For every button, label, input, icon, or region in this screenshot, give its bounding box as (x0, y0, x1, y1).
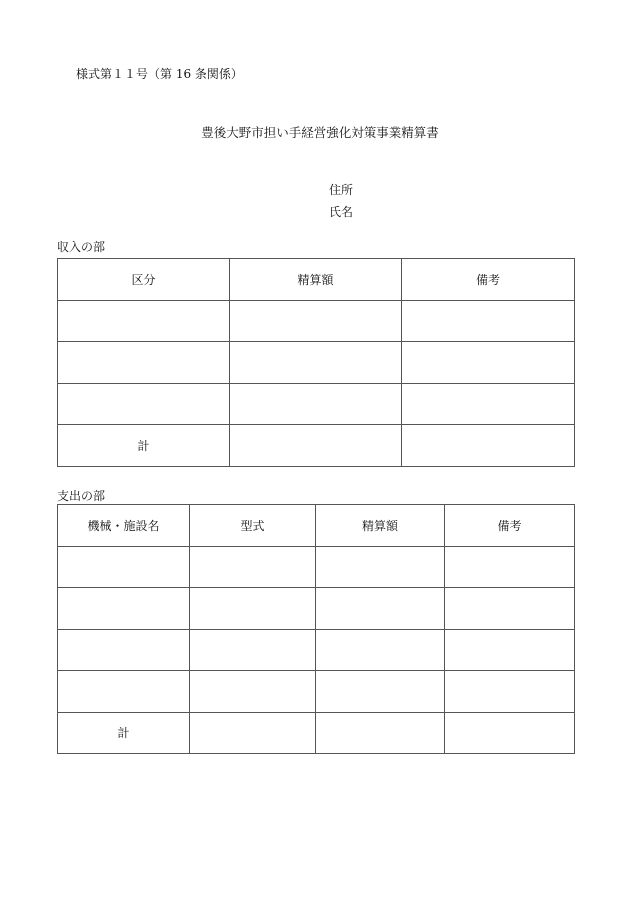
expense-cell-amount (316, 629, 445, 671)
expense-total-row (58, 712, 575, 754)
income-cell-remarks (402, 342, 575, 384)
table-row (58, 342, 575, 384)
expense-cell-model (190, 588, 316, 630)
expense-total-remarks (445, 712, 575, 754)
address-label: 住所 (329, 183, 354, 197)
income-cell-remarks (402, 300, 575, 342)
expense-cell-equipment (58, 629, 190, 671)
table-row (58, 300, 575, 342)
income-table (57, 258, 575, 467)
expense-table (57, 504, 575, 754)
expense-cell-model (190, 629, 316, 671)
income-total-amount (230, 425, 402, 467)
expense-total-model (190, 712, 316, 754)
income-cell-category (58, 383, 230, 425)
income-cell-amount (230, 342, 402, 384)
income-header-amount: 精算額 (230, 259, 402, 301)
expense-cell-remarks (445, 588, 575, 630)
name-label: 氏名 (329, 205, 354, 219)
expense-total-amount (316, 712, 445, 754)
income-total-row (58, 425, 575, 467)
income-cell-amount (230, 383, 402, 425)
income-total-remarks (402, 425, 575, 467)
expense-header-remarks: 備考 (445, 505, 575, 547)
expense-cell-equipment (58, 588, 190, 630)
expense-cell-remarks (445, 546, 575, 588)
income-cell-remarks (402, 383, 575, 425)
expense-header-equipment: 機械・施設名 (58, 505, 190, 547)
income-cell-amount (230, 300, 402, 342)
table-row (58, 546, 575, 588)
expense-cell-model (190, 546, 316, 588)
form-number: 様式第１１号（第 16 条関係） (76, 67, 243, 81)
income-cell-category (58, 342, 230, 384)
income-header-row (58, 259, 575, 301)
table-row (58, 629, 575, 671)
document-title: 豊後大野市担い手経営強化対策事業精算書 (201, 125, 439, 140)
income-total-label: 計 (58, 425, 230, 467)
expense-cell-remarks (445, 629, 575, 671)
income-header-category: 区分 (58, 259, 230, 301)
income-section-label: 収入の部 (57, 240, 106, 254)
expense-cell-equipment (58, 546, 190, 588)
expense-cell-amount (316, 588, 445, 630)
expense-header-amount: 精算額 (316, 505, 445, 547)
income-header-remarks: 備考 (402, 259, 575, 301)
expense-section-label: 支出の部 (57, 489, 106, 503)
expense-cell-amount (316, 671, 445, 713)
table-row (58, 383, 575, 425)
expense-cell-remarks (445, 671, 575, 713)
expense-cell-equipment (58, 671, 190, 713)
table-row (58, 671, 575, 713)
expense-cell-model (190, 671, 316, 713)
expense-total-label: 計 (58, 712, 190, 754)
table-row (58, 588, 575, 630)
income-cell-category (58, 300, 230, 342)
expense-header-row (58, 505, 575, 547)
expense-header-model: 型式 (190, 505, 316, 547)
expense-cell-amount (316, 546, 445, 588)
